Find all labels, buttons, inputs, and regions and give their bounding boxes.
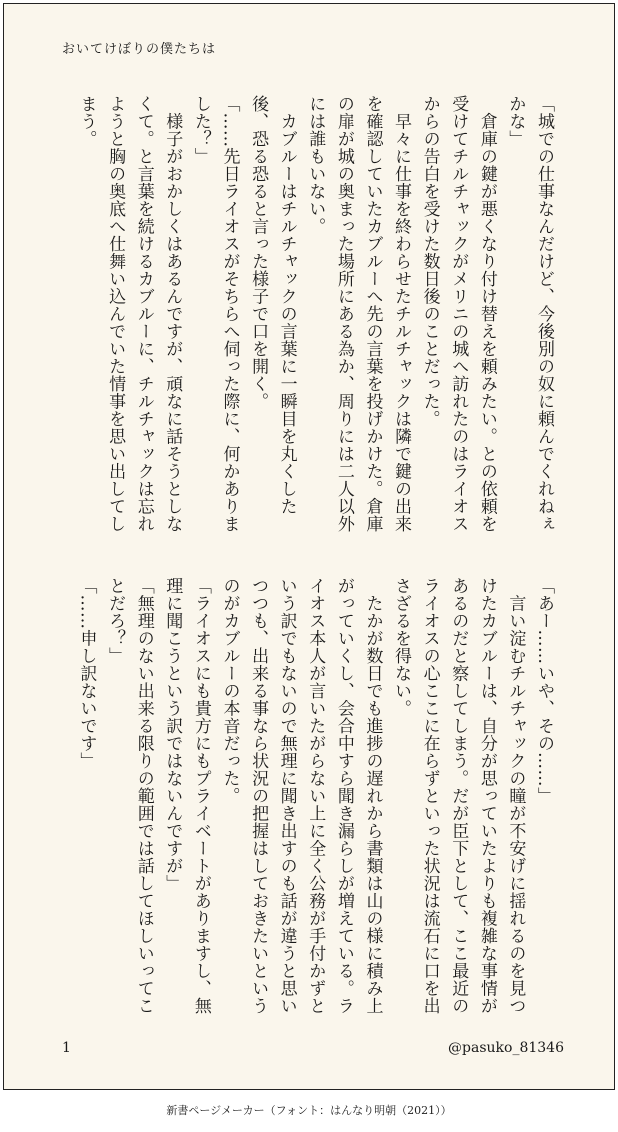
paragraph: 「無理のない出来る限りの範囲では話してほしいってことだろ？」 — [105, 577, 154, 1015]
text-block-bottom — [50, 577, 558, 1017]
paragraph: 倉庫の鍵が悪くなり付け替えを頼みたい。との依頼を受けてチルチャックがメリニの城へ訪れたのはライオスからの告白を受けた数日後のことだった。 — [419, 95, 497, 533]
book-title: おいてけぼりの僕たちは — [62, 42, 217, 57]
paragraph: 言い淀むチルチャックの瞳が不安げに揺れるのを見つけたカブルーは、自分が思っていたよりも複雑な事情があるのだと察してしまう。だが臣下として、ここ最近のライオスの心ここに在らずといった状況は流石に口を出さざるを得ない。 — [391, 577, 526, 1015]
paragraph: 様子がおかしくはあるんですが、頑なに話そうとしなくて。と言葉を続けるカブルーに、チルチャックは忘れようと胸の奥底へ仕舞い込んでいた情事を思い出してしまう。 — [76, 95, 183, 533]
paragraph: たかが数日でも進捗の遅れから書類は山の様に積み上がっていくし、会合中すら聞き漏らしが増えている。ライオス本人が言いたがらない上に全く公務が手付かずという訳でもないので無理に聞き出すのも話が違うと思いつつも、出来る事なら状況の把握はしておきたいというのがカブルーの本音だった。 — [219, 577, 383, 1015]
text-block-top — [50, 95, 558, 535]
book-page — [3, 3, 615, 1090]
page-number: 1 — [62, 1040, 71, 1056]
paragraph: 「……先日ライオスがそちらへ伺った際に、何かありました？」 — [190, 95, 240, 533]
author-handle: @pasuko_81346 — [448, 1040, 564, 1056]
paragraph: カブルーはチルチャックの言葉に一瞬目を丸くした後、恐る恐ると言った様子で口を開く。 — [248, 95, 297, 515]
paragraph: 早々に仕事を終わらせたチルチャックは隣で鍵の出来を確認していたカブルーへ先の言葉を投げかけた。倉庫の扉が城の奥まった場所にある為か、周りには二人以外には誰もいない。 — [305, 95, 412, 533]
paragraph: 「ライオスにも貴方にもプライベートがありますし、無理に聞こうという訳ではないんですが」 — [162, 577, 211, 1015]
footer-credit: 新書ページメーカー（フォント：はんなり明朝（2021）） — [166, 1104, 452, 1117]
paragraph: 「あー……いや、その……」 — [534, 577, 554, 805]
paragraph: 「……申し訳ないです」 — [76, 577, 97, 770]
paragraph: 「城での仕事なんだけど、今後別の奴に頼んでくれねぇかな」 — [505, 95, 554, 533]
